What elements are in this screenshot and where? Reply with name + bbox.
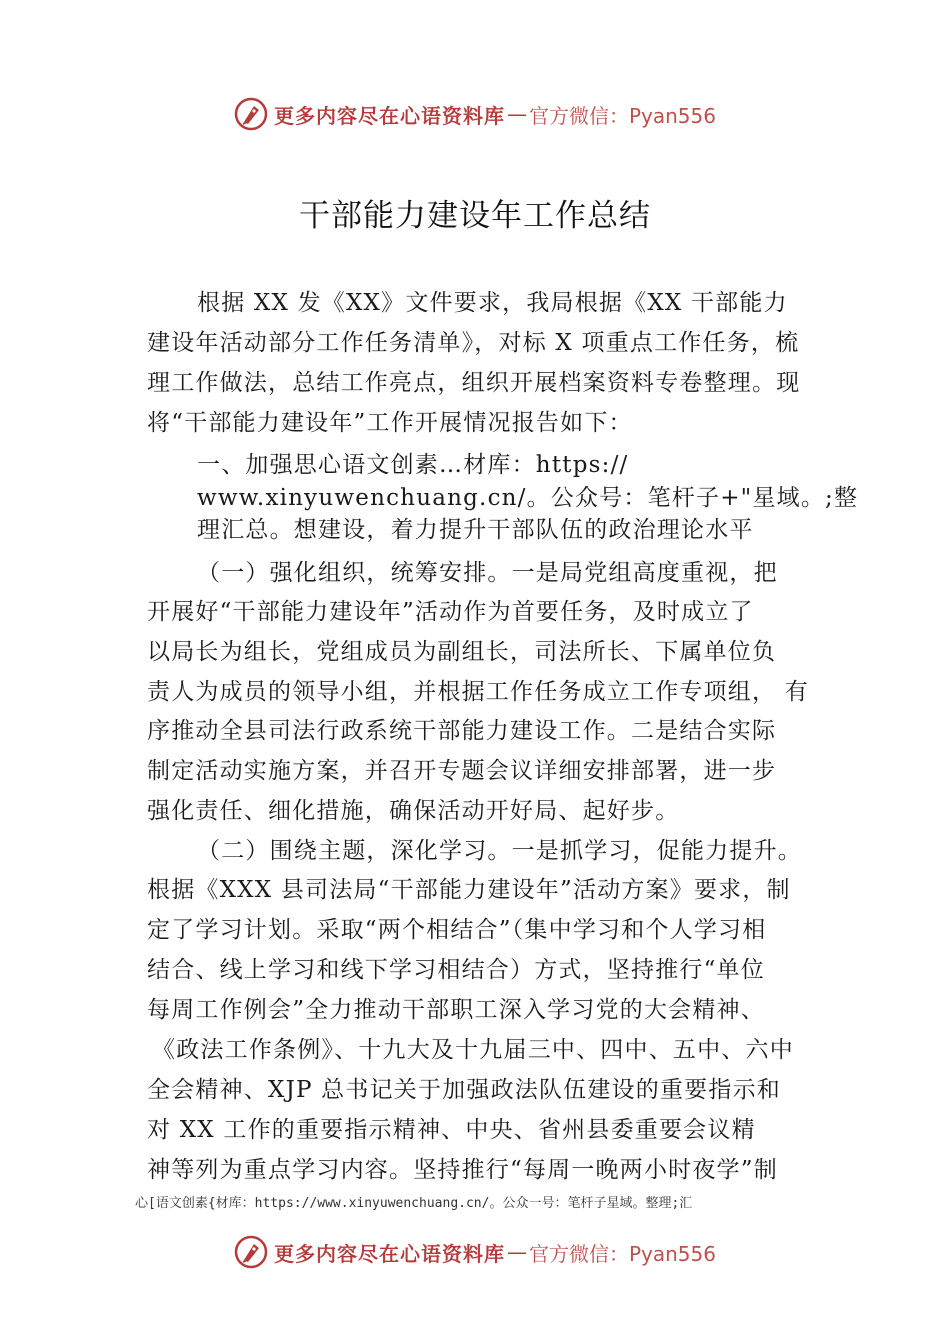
body-line: （一）强化组织，统筹安排。一是局党组高度重视，把: [197, 560, 778, 586]
body-line: 将“干部能力建设年”工作开展情况报告如下：: [147, 410, 633, 436]
body-line: 强化责任、细化措施，确保活动开好局、起好步。: [147, 798, 680, 824]
body-line: 根据《XXX 县司法局“干部能力建设年”活动方案》要求，制: [147, 877, 791, 903]
section-heading-line: 一、加强思心语文创素…材库：https://: [197, 452, 629, 478]
body-line: 定了学习计划。采取“两个相结合”（集中学习和个人学习相: [147, 917, 767, 943]
body-line: 建设年活动部分工作任务清单》，对标 X 项重点工作任务，梳: [147, 330, 800, 356]
body-line: 开展好“干部能力建设年”活动作为首要任务，及时成立了: [147, 599, 754, 625]
body-line: 理工作做法，总结工作亮点，组织开展档案资料专卷整理。现: [147, 370, 801, 396]
body-line: 制定活动实施方案，并召开专题会议详细安排部署，进一步: [147, 758, 777, 784]
banner-separator: —: [506, 102, 527, 126]
top-watermark-banner: [0, 94, 950, 134]
document-title: 干部能力建设年工作总结: [299, 198, 651, 234]
footer-watermark-text: 心[语文创素{材库：https://www.xinyuwenchuang.cn/。公众一号：笔杆子星域。整理;汇: [135, 1196, 693, 1211]
section-heading-line: 理汇总。想建设，着力提升干部队伍的政治理论水平: [197, 517, 754, 543]
body-line: （二）围绕主题，深化学习。一是抓学习，促能力提升。: [197, 838, 802, 864]
banner-main-text: 更多内容尽在心语资料库: [273, 103, 505, 128]
section-heading-line: www.xinyuwenchuang.cn/。公众号：笔杆子+"星域。;整: [197, 485, 859, 511]
body-line: 以局长为组长，党组成员为副组长，司法所长、下属单位负: [147, 639, 777, 665]
body-line: 责人为成员的领导小组，并根据工作任务成立工作专项组， 有: [147, 679, 809, 705]
body-line: 每周工作例会”全力推动干部职工深入学习党的大会精神、: [147, 997, 765, 1023]
body-line: 对 XX 工作的重要指示精神、中央、省州县委重要会议精: [147, 1117, 756, 1143]
pen-nib-logo-icon: [234, 97, 268, 131]
body-line: 序推动全县司法行政系统干部能力建设工作。二是结合实际: [147, 718, 777, 744]
banner-wechat-text: 官方微信：Pyan556: [528, 1241, 716, 1266]
body-line: 根据 XX 发《XX》文件要求，我局根据《XX 干部能力: [197, 290, 788, 316]
body-line: 结合、线上学习和线下学习相结合）方式，坚持推行“单位: [147, 957, 765, 983]
body-line: 全会精神、XJP 总书记关于加强政法队伍建设的重要指示和: [147, 1077, 781, 1103]
pen-nib-logo-icon: [234, 1235, 268, 1269]
banner-wechat-text: 官方微信：Pyan556: [528, 103, 716, 128]
banner-separator: —: [506, 1240, 527, 1264]
bottom-watermark-banner: [0, 1232, 950, 1272]
body-line: 神等列为重点学习内容。坚持推行“每周一晚两小时夜学”制: [147, 1157, 778, 1183]
banner-main-text: 更多内容尽在心语资料库: [273, 1241, 505, 1266]
body-line: 《政法工作条例》、十九大及十九届三中、四中、五中、六中: [152, 1037, 794, 1063]
